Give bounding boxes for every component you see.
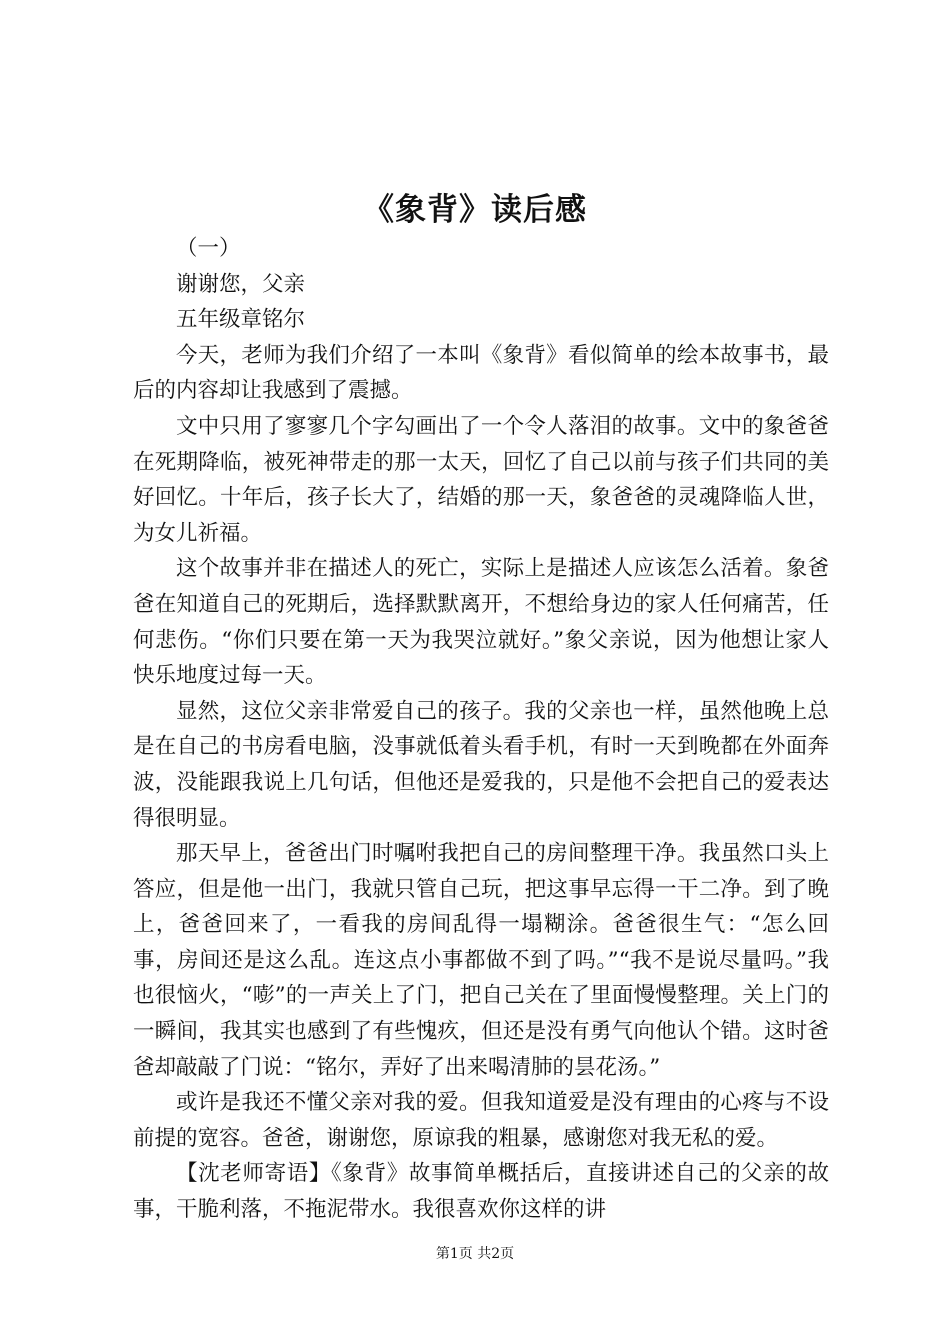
document-body [133,231,829,1228]
paragraph: 文中只用了寥寥几个字勾画出了一个令人落泪的故事。文中的象爸爸在死期降临，被死神带走的那一太天，回忆了自己以前与孩子们共同的美好回忆。十年后，孩子长大了，结婚的那一天，象爸爸的灵魂降临人世，为女儿祈福。 [133,413,829,546]
paragraph: 那天早上，爸爸出门时嘱咐我把自己的房间整理干净。我虽然口头上答应，但是他一出门，我就只管自己玩，把这事早忘得一干二净。到了晚上，爸爸回来了，一看我的房间乱得一塌糊涂。爸爸很生气：“怎么回事，房间还是这么乱。连这点小事都做不到了吗。”“我不是说尽量吗。”我也很恼火，“嘭”的一声关上了门，把自己关在了里面慢慢整理。关上门的一瞬间，我其实也感到了有些愧疚，但还是没有勇气向他认个错。这时爸爸却敲敲了门说：“铭尔，弄好了出来喝清肺的昙花汤。” [133,841,829,1080]
paragraph: 这个故事并非在描述人的死亡，实际上是描述人应该怎么活着。象爸爸在知道自己的死期后，选择默默离开，不想给身边的家人任何痛苦，任何悲伤。“你们只要在第一天为我哭泣就好。”象父亲说，因为他想让家人快乐地度过每一天。 [133,556,829,689]
paragraph: 或许是我还不懂父亲对我的爱。但我知道爱是没有理由的心疼与不设前提的宽容。爸爸，谢谢您，原谅我的粗暴，感谢您对我无私的爱。 [133,1090,829,1151]
paragraph: 显然，这位父亲非常爱自己的孩子。我的父亲也一样，虽然他晚上总是在自己的书房看电脑，没事就低着头看手机，有时一天到晚都在外面奔波，没能跟我说上几句话，但他还是爱我的，只是他不会把自己的爱表达得很明显。 [133,698,829,831]
section-number: （一） [176,236,241,261]
document-title: 《象背》读后感 [363,192,587,228]
essay-author: 五年级章铭尔 [176,307,306,333]
page-footer: 第1页 共2页 [435,1246,515,1262]
teacher-comment-paragraph: 【沈老师寄语】《象背》故事简单概括后，直接讲述自己的父亲的故事，干脆利落，不拖泥带水。我很喜欢你这样的讲 [133,1161,829,1223]
essay-title: 谢谢您，父亲 [176,271,306,297]
paragraph: 今天，老师为我们介绍了一本叫《象背》看似简单的绘本故事书，最后的内容却让我感到了震撼。 [133,342,829,404]
